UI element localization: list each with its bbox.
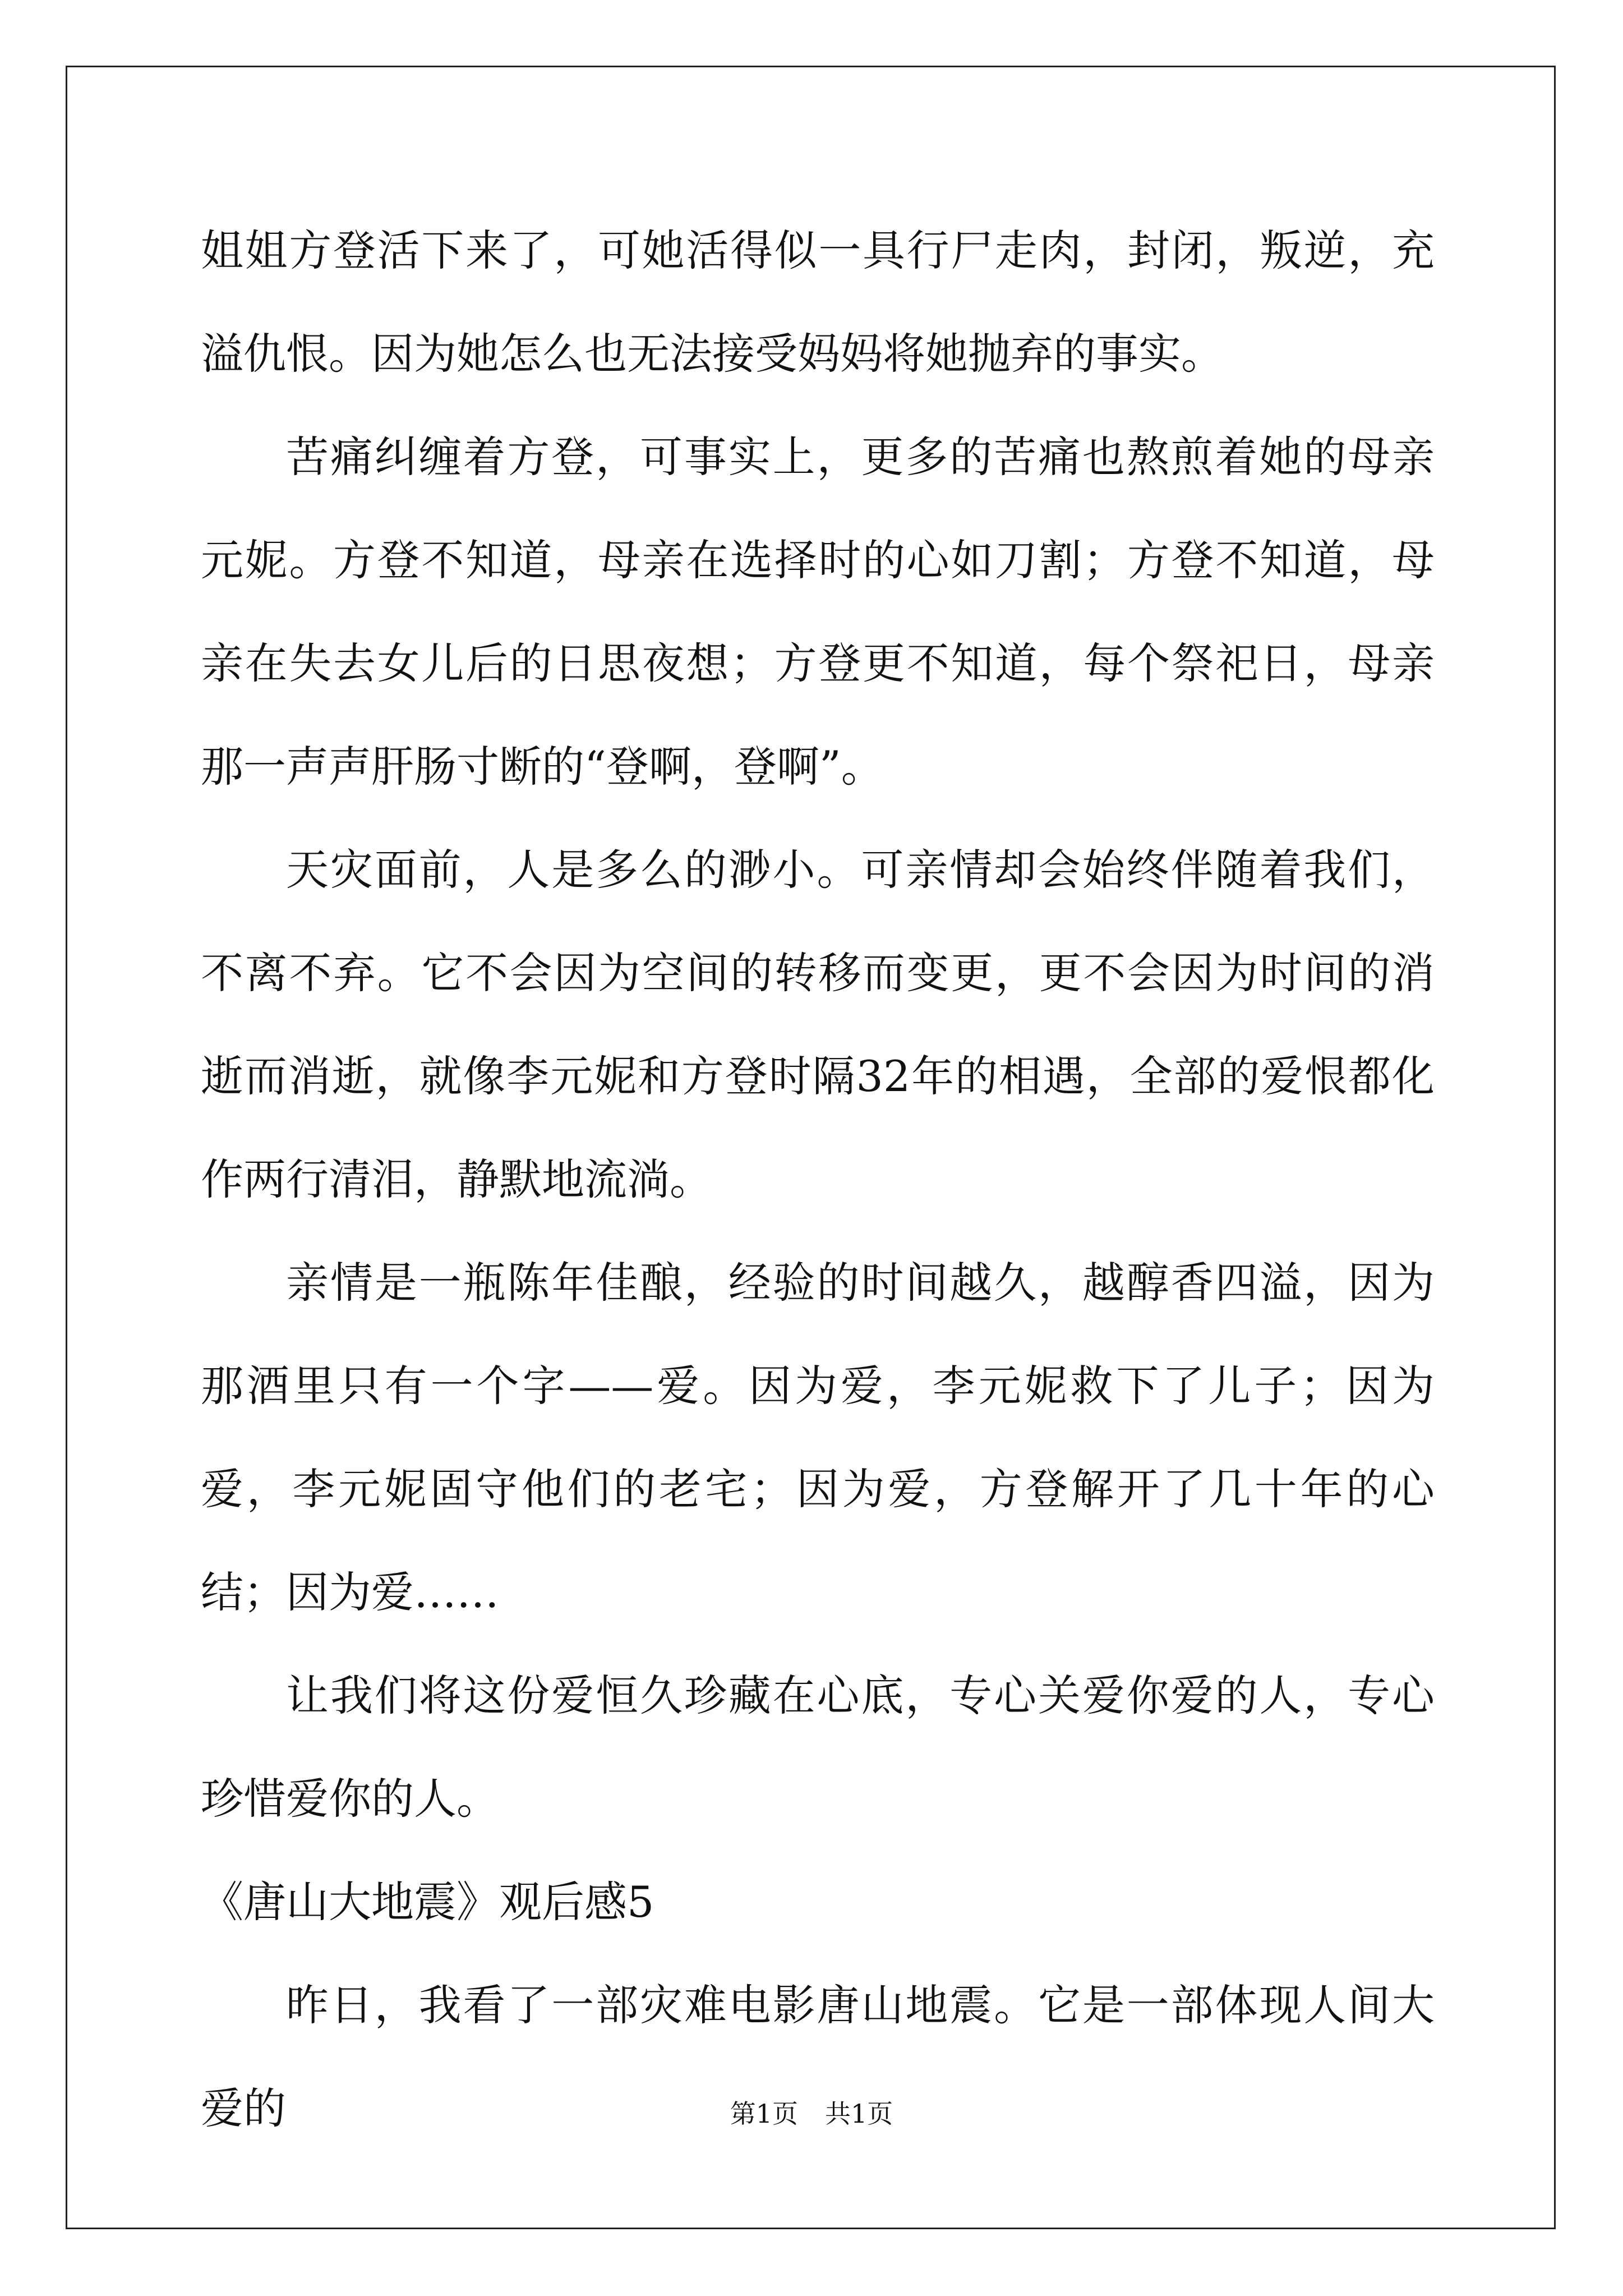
paragraph-2: 苦痛纠缠着方登，可事实上，更多的苦痛也熬煎着她的母亲元妮。方登不知道，母亲在选择时的心如刀割；方登不知道，母亲在失去女儿后的日思夜想；方登更不知道，每个祭祀日，母亲那一声声肝肠寸断的“登啊，登啊”。 — [201, 432, 1435, 792]
paragraph-1: 姐姐方登活下来了，可她活得似一具行尸走肉，封闭，叛逆，充溢仇恨。因为她怎么也无法接受妈妈将她抛弃的事实。 — [201, 226, 1435, 379]
page-total: 共1页 — [825, 2099, 893, 2129]
page-number: 第1页 — [730, 2099, 798, 2129]
paragraph-3: 天灾面前，人是多么的渺小。可亲情却会始终伴随着我们，不离不弃。它不会因为空间的转移而变更，更不会因为时间的消逝而消逝，就像李元妮和方登时隔32年的相遇，全部的爱恨都化作两行清泪，静默地流淌。 — [201, 845, 1435, 1204]
page-footer — [0, 2097, 1623, 2131]
paragraph-5: 让我们将这份爱恒久珍藏在心底，专心关爱你爱的人，专心珍惜爱你的人。 — [201, 1671, 1435, 1824]
paragraph-6: 昨日，我看了一部灾难电影唐山地震。它是一部体现人间大爱的 — [201, 1980, 1435, 2133]
document-body — [201, 199, 1435, 2160]
section-heading: 《唐山大地震》观后感5 — [201, 1877, 654, 1927]
paragraph-4: 亲情是一瓶陈年佳酿，经验的时间越久，越醇香四溢，因为那酒里只有一个字——爱。因为爱，李元妮救下了儿子；因为爱，李元妮固守他们的老宅；因为爱，方登解开了几十年的心结；因为爱…… — [201, 1258, 1435, 1617]
